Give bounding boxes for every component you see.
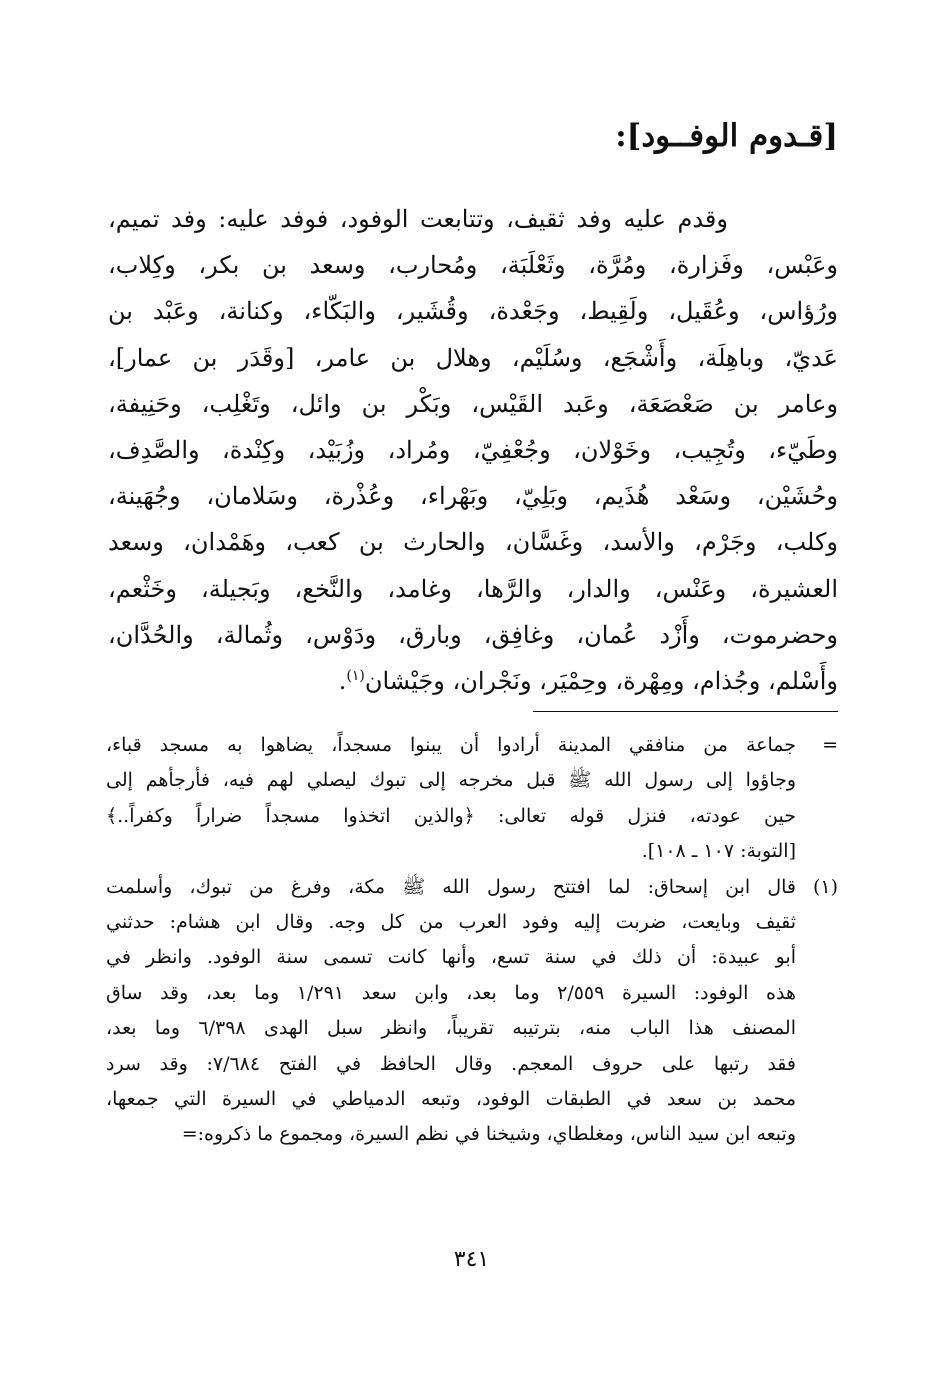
footnote-continued: [106, 728, 838, 870]
footnote-line: فقد رتبها على حروف المعجم. وقال الحافظ في الفتح ٧/٦٨٤: وقد سرد: [106, 1052, 797, 1075]
footnote-line: جماعة من منافقي المدينة أرادوا أن يبنوا مسجداً، يضاهوا به مسجد قباء،: [106, 734, 796, 756]
footnote-line: وجاؤوا إلى رسول الله ﷺ قبل مخرجه إلى تبوك ليصلي لهم فيه، فأرجأهم إلى: [106, 769, 796, 792]
text-line-last: [108, 658, 838, 704]
text-line: وعامر بن صَعْصَعَة، وعَبد القَيْس، وبَكْر بن وائل، وتَغْلِب، وحَنِيفة،: [108, 389, 838, 418]
footnote-line: المصنف هذا الباب منه، بترتيبه تقريباً، وانظر سبل الهدى ٦/٣٩٨ وما بعد،: [106, 1017, 797, 1040]
page-number: ٣٤١: [453, 1247, 490, 1272]
footnote-separator: [533, 711, 838, 712]
text-line: وحُشَيْن، وسَعْد هُذَيم، وبَلِيّ، وبَهْراء، وعُذْرة، وسَلامان، وجُهَينة،: [108, 482, 838, 511]
text-line: وكلب، وجَرْم، والأسد، وغَسَّان، والحارث بن كعب، وهَمْدان، وسعد: [108, 528, 838, 557]
footnote-line: أبو عبيدة: أن ذلك في سنة تسع، وأنها كانت تسمى سنة الوفود. وانظر في: [106, 946, 796, 969]
continuation-marker: =: [822, 734, 838, 756]
text-line: وحضرموت، وأَزْد عُمان، وغافِق، وبارق، ودَوْس، وثُمالة، والحُدَّان،: [108, 620, 839, 649]
footnote-line: قال ابن إسحاق: لما افتتح رسول الله ﷺ مكة، وفرغ من تبوك، وأسلمت: [106, 875, 796, 898]
footnote-line: [التوبة: ١٠٧ ـ ١٠٨].: [641, 840, 796, 863]
footnote-marker: (١): [812, 875, 838, 898]
text-line: وطَيّء، وتُجِيب، وخَوْلان، وجُعْفِيّ، ومُراد، وزُبَيْد، وكِنْدة، والصَّدِف،: [108, 436, 838, 465]
footnotes: [106, 728, 838, 1153]
text-line: وعَبْس، وفَزارة، ومُرَّة، وثَعْلَبَة، ومُحارب، وسعد بن بكر، وكِلاب،: [108, 251, 838, 280]
text-end-punctuation: .: [338, 667, 347, 696]
text-line-content: وأَسْلم، وجُذام، ومِهْرة، وحِمْيَر، ونَجْران، وجَيْشان: [364, 667, 838, 696]
footnote-line: هذه الوفود: السيرة ٢/٥٥٩ وما بعد، وابن سعد ١/٢٩١ وما بعد، وقد ساق: [106, 981, 796, 1004]
section-heading: [قـدوم الوفــود]:: [615, 118, 838, 154]
footnote-line: محمد بن سعد في الطبقات الوفود، وتبعه الدمياطي في السيرة التي جمعها،: [106, 1088, 796, 1111]
text-line: عَديّ، وباهِلَة، وأَشْجَع، وسُلَيْم، وهلال بن عامر، [وقَدَر بن عمار]،: [108, 343, 838, 372]
text-line: ورُؤاس، وعُقَيل، ولَقِيط، وجَعْدة، وقُشَير، والبَكّاء، وكنانة، وعَبْد بن: [108, 297, 838, 326]
main-text: [108, 196, 838, 704]
footnote-1: [106, 870, 838, 1153]
footnote-line: ثقيف وبايعت، ضربت إليه وفود العرب من كل وجه. وقال ابن هشام: حدثني: [106, 911, 796, 934]
footnote-line: حين عودته، فنزل قوله تعالى: ﴿والذين اتخذوا مسجداً ضراراً وكفراً..﴾: [106, 804, 796, 827]
footnote-reference[interactable]: (١): [346, 668, 365, 685]
footnote-line: وتبعه ابن سيد الناس، ومغلطاي، وشيخنا في نظم السيرة، ومجموع ما ذكروه:=: [181, 1123, 796, 1146]
text-line: وقدم عليه وفد ثقيف، وتتابعت الوفود، فوفد عليه: وفد تميم،: [108, 205, 728, 233]
text-line: العشيرة، وعَنْس، والدار، والرَّها، وغامد، والنَّخع، وبَجيلة، وخَثْعم،: [108, 574, 838, 603]
